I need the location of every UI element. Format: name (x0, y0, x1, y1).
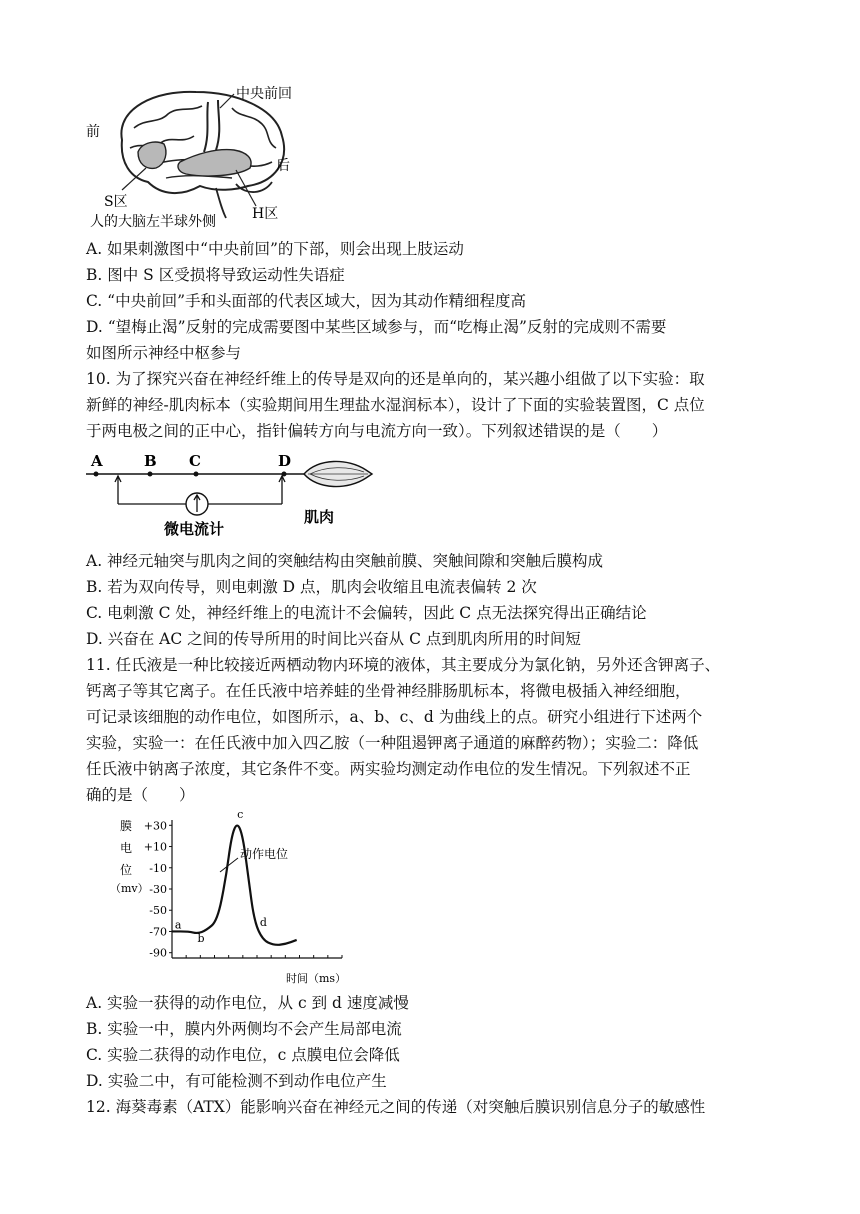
q9-option-d-cont: 如图所示神经中枢参与 (86, 344, 242, 362)
ylabel-unit: （mv） (110, 882, 149, 895)
point-label-d: d (259, 916, 267, 930)
y-tick-label: -10 (149, 861, 167, 875)
q11-stem-1: 11. 任氏液是一种比较接近两栖动物内环境的液体，其主要成分为氯化钠，另外还含钾离子、 (86, 656, 721, 674)
point-a-dot (94, 472, 99, 477)
s-area (138, 142, 166, 168)
y-tick-label: -30 (149, 883, 167, 896)
q10-option-c: C. 电刺激 C 处，神经纤维上的电流计不会偏转，因此 C 点无法探究得出正确结论 (86, 604, 647, 622)
q11-option-c: C. 实验二获得的动作电位，c 点膜电位会降低 (86, 1046, 400, 1064)
point-label-c: c (237, 812, 244, 821)
brainstem (216, 188, 226, 218)
nerve-muscle-figure (86, 452, 376, 540)
point-c-dot (194, 472, 199, 477)
y-tick-label: +30 (143, 819, 167, 833)
q11-stem-2: 钙离子等其它离子。在任氏液中培养蛙的坐骨神经腓肠肌标本，将微电极插入神经细胞， (86, 682, 691, 700)
ylabel-char-2: 电 (120, 841, 133, 855)
brain-outline (121, 92, 284, 193)
series-label: 动作电位 (240, 847, 289, 861)
label-muscle: 肌肉 (304, 508, 335, 526)
y-tick-label: +10 (143, 840, 167, 854)
q11-option-a: A. 实验一获得的动作电位，从 c 到 d 速度减慢 (86, 994, 409, 1012)
label-front: 前 (86, 124, 100, 140)
point-a: A (91, 452, 103, 470)
q10-stem-1: 10. 为了探究兴奋在神经纤维上的传导是双向的还是单向的，某兴趣小组做了以下实验：取 (86, 370, 705, 388)
label-central-gyrus: 中央前回 (236, 86, 292, 102)
brain-caption: 人的大脑左半球外侧 (90, 214, 216, 228)
ylabel-char-1: 膜 (120, 819, 133, 833)
q9-option-a: A. 如果刺激图中“中央前回”的下部，则会出现上肢运动 (86, 240, 464, 258)
q9-option-c: C. “中央前回”手和头面部的代表区域大，因为其动作精细程度高 (86, 292, 527, 310)
point-b-dot (148, 472, 153, 477)
label-meter: 微电流计 (164, 520, 225, 538)
q11-stem-5: 任氏液中钠离子浓度，其它条件不变。两实验均测定动作电位的发生情况。下列叙述不正 (86, 760, 691, 778)
q11-option-d: D. 实验二中，有可能检测不到动作电位产生 (86, 1072, 387, 1090)
q10-option-a: A. 神经元轴突与肌肉之间的突触结构由突触前膜、突触间隙和突触后膜构成 (86, 552, 604, 570)
chart-annotations (175, 812, 267, 945)
q10-option-d: D. 兴奋在 AC 之间的传导所用的时间比兴奋从 C 点到肌肉所用的时间短 (86, 630, 581, 648)
q9-option-d: D. “望梅止渴”反射的完成需要图中某些区域参与，而“吃梅止渴”反射的完成则不需要 (86, 318, 667, 336)
point-label-b: b (197, 932, 205, 946)
q10-stem-3: 于两电极之间的正中心，指针偏转方向与电流方向一致）。下列叙述错误的是（ ） (86, 422, 668, 440)
label-s-area: S区 (104, 194, 128, 210)
q11-option-b: B. 实验一中，膜内外两侧均不会产生局部电流 (86, 1020, 402, 1038)
q9-option-b: B. 图中 S 区受损将导致运动性失语症 (86, 266, 345, 284)
q11-stem-3: 可记录该细胞的动作电位，如图所示，a、b、c、d 为曲线上的点。研究小组进行下述两个 (86, 708, 703, 726)
action-potential-line (172, 826, 297, 945)
point-b: B (144, 452, 157, 470)
xlabel: 时间（ms） (286, 972, 347, 985)
point-d: D (278, 452, 292, 470)
label-h-area: H区 (252, 206, 279, 222)
action-potential-chart (110, 812, 370, 988)
y-tick-label: -70 (149, 925, 167, 939)
q11-stem-4: 实验，实验一：在任氏液中加入四乙胺（一种阻遏钾离子通道的麻醉药物）；实验二：降低 (86, 734, 699, 752)
point-label-a: a (174, 918, 182, 932)
q10-option-b: B. 若为双向传导，则电刺激 D 点，肌肉会收缩且电流表偏转 2 次 (86, 578, 537, 596)
q12-stem: 12. 海葵毒素（ATX）能影响兴奋在神经元之间的传递（对突触后膜识别信息分子的敏感性 (86, 1098, 706, 1116)
label-back: 后 (276, 158, 290, 174)
y-tick-label: -90 (149, 946, 167, 960)
q11-stem-6: 确的是（ ） (86, 786, 195, 804)
ylabel-char-3: 位 (120, 863, 133, 877)
q10-stem-2: 新鲜的神经-肌肉标本（实验期间用生理盐水湿润标本），设计了下面的实验装置图，C 点位 (86, 396, 705, 414)
brain-figure (86, 78, 316, 228)
point-c: C (189, 452, 201, 470)
y-tick-label: -50 (149, 904, 167, 918)
